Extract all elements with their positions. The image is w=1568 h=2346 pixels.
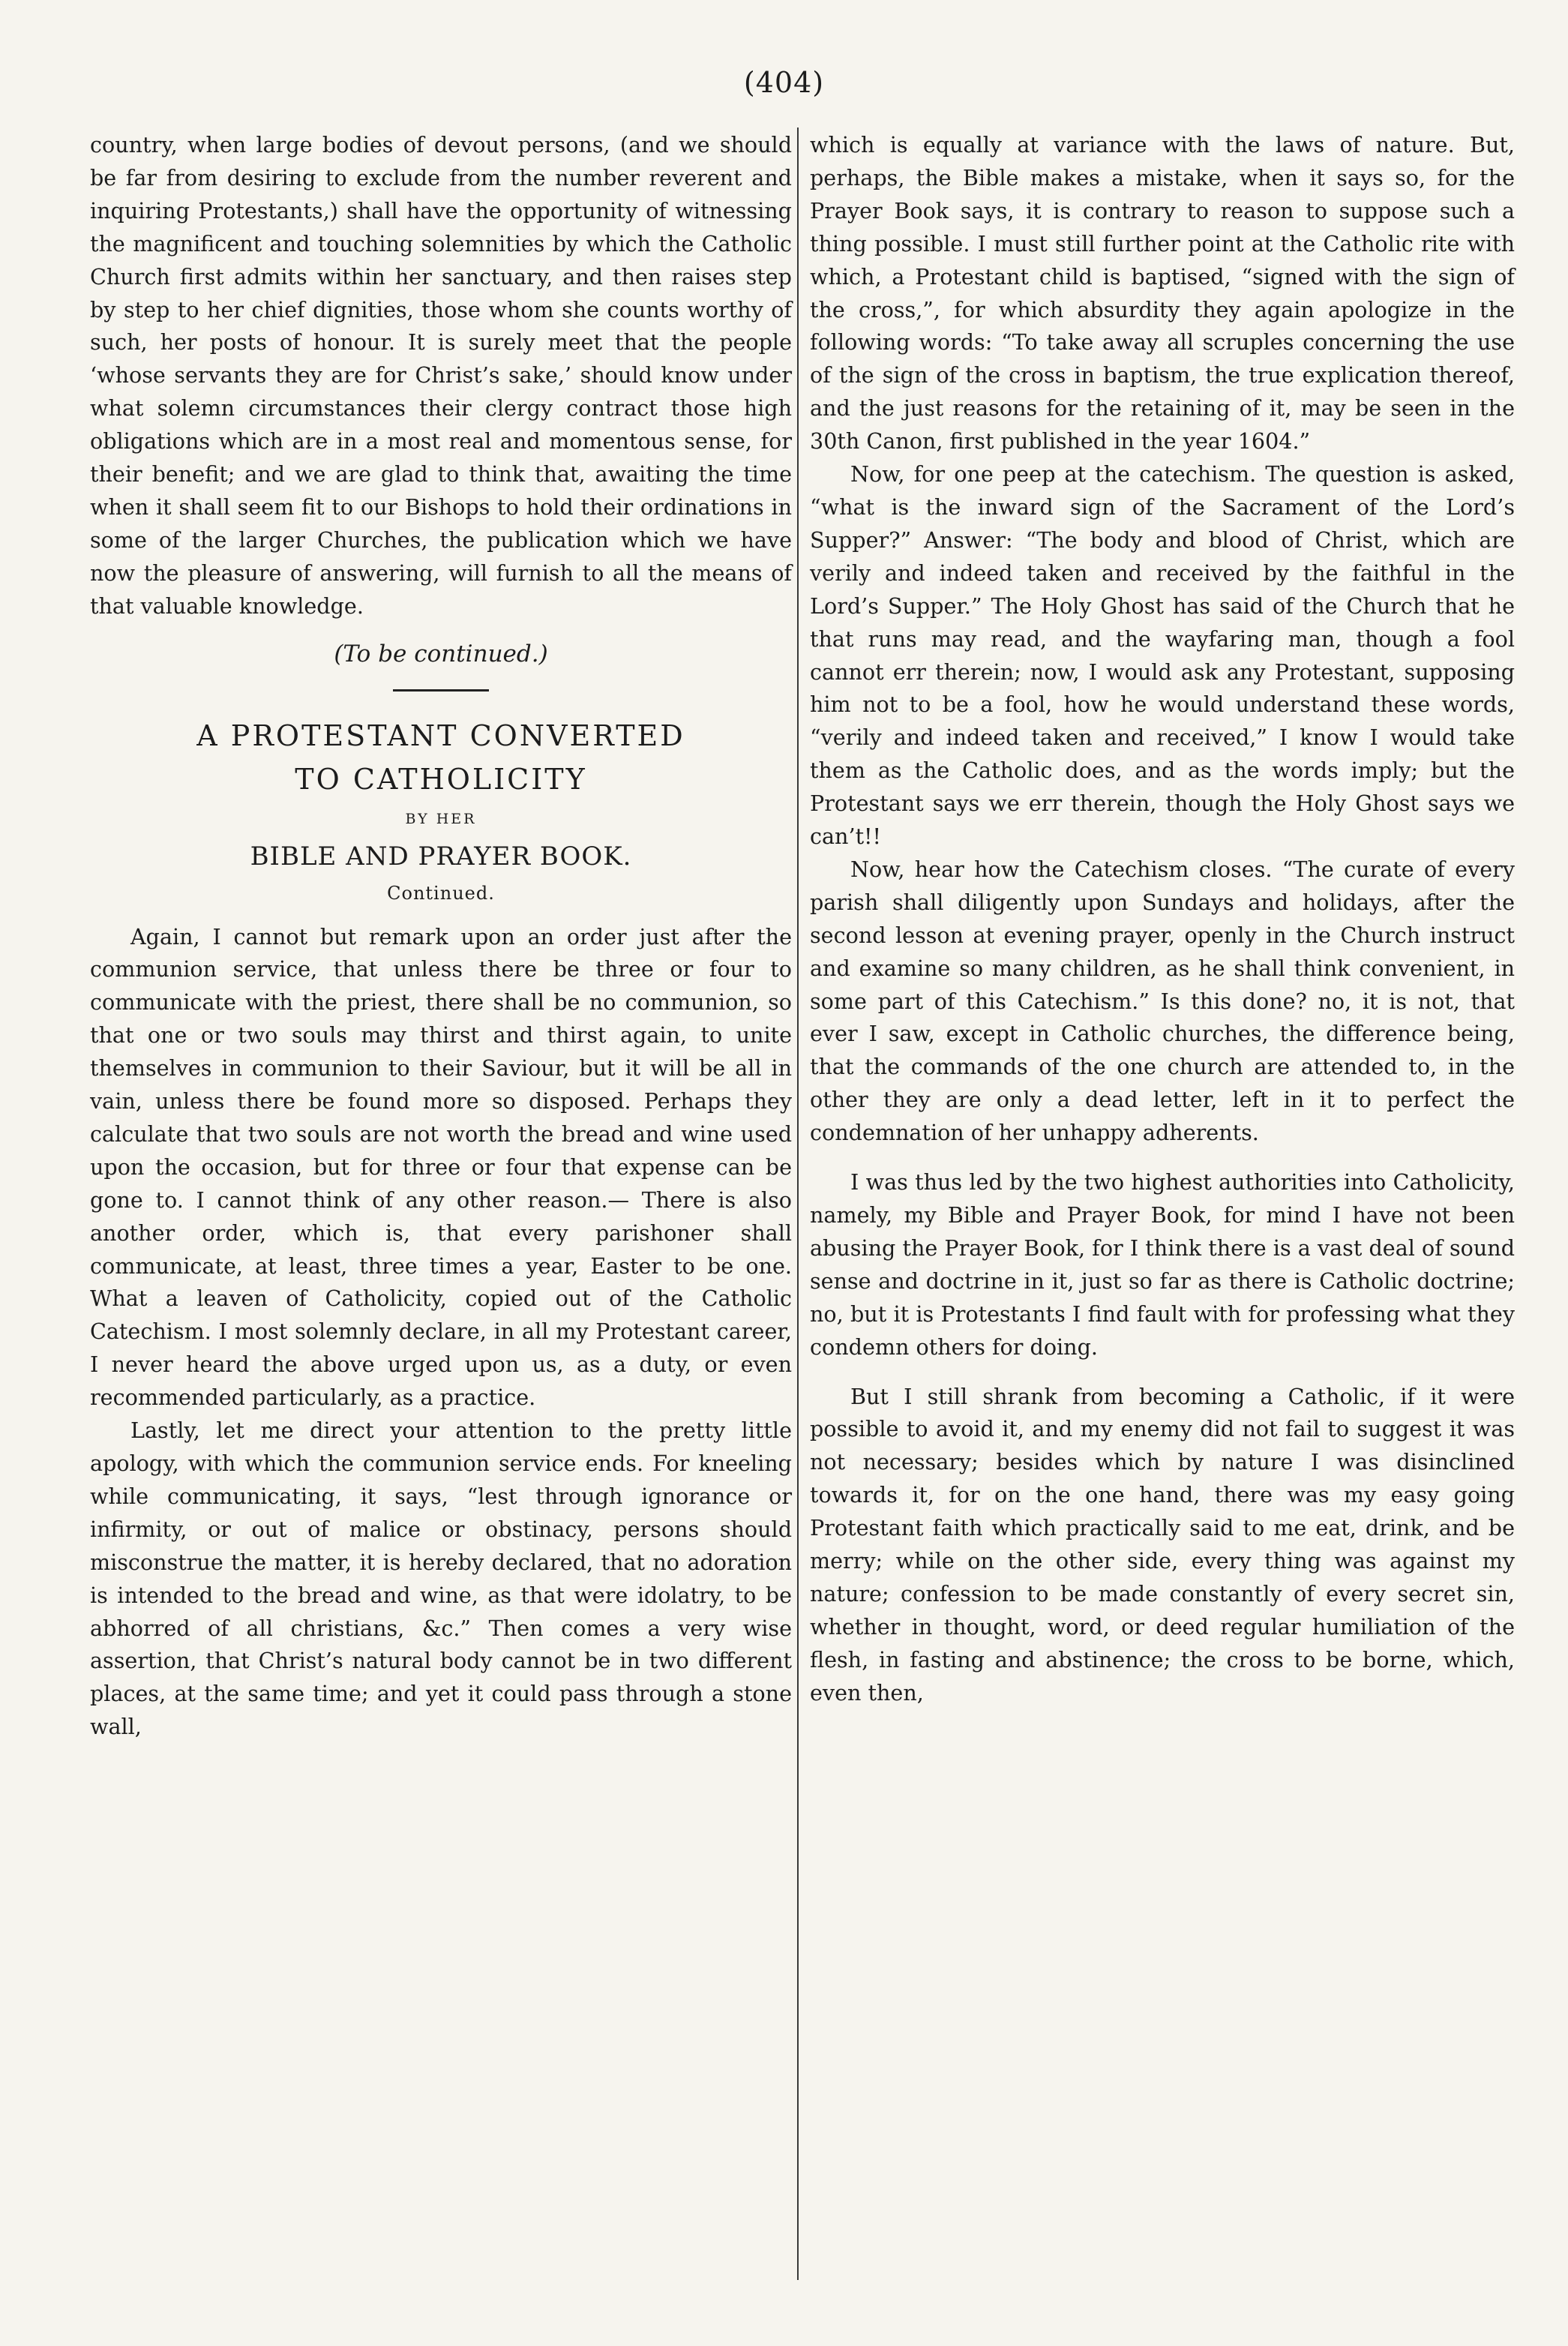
paragraph: I was thus led by the two highest authorities into Catholicity, namely, my Bible and Prayer Book, for mind I have not been abusing the Prayer Book, for I think there is a vast deal of sound sense and doctrine in it, just so far as there is Catholic doctrine; no, but it is Protestants I find fault with for professing what they condemn others for doing. — [810, 1169, 1515, 1360]
left-column — [90, 129, 792, 1744]
article-subtitle: BIBLE AND PRAYER BOOK. — [250, 841, 632, 872]
column-divider — [797, 128, 799, 2280]
paragraph: But I still shrank from becoming a Catholic, if it were possible to avoid it, and my enemy did not fail to suggest it was not necessary; besides which by nature I was disinclined towards it, for on the one hand, there was my easy going Protestant faith which practically said to me eat, drink, and be merry; while on the other side, every thing was against my nature; confession to be made constantly of every secret sin, whether in thought, word, or deed regular humiliation of the flesh, in fasting and abstinence; the cross to be borne, which, even then, — [810, 1383, 1515, 1706]
article-byline: BY HER — [405, 810, 477, 827]
to-be-continued: (To be continued.) — [334, 640, 548, 668]
paragraph: country, when large bodies of devout persons, (and we should be far from desiring to exclude from the number reverent and inquiring Protestants,) shall have the opportunity of witnessing the magnificent and touching solemnities by which the Catholic Church first admits within her sanctuary, and then raises step by step to her chief dignities, those whom she counts worthy of such, her posts of honour. It is surely meet that the people ‘whose servants they are for Christ’s sake,’ should know under what solemn circumstances their clergy contract those high obligations which are in a most real and momentous sense, for their benefit; and we are glad to think that, awaiting the time when it shall seem fit to our Bishops to hold their ordinations in some of the larger Churches, the publication which we have now the pleasure of answering, will furnish to all the means of that valuable knowledge. — [90, 132, 792, 619]
paragraph: Now, for one peep at the catechism. The question is asked, “what is the inward sign of the Sacrament of the Lord’s Supper?” Answer: “The body and blood of Christ, which are verily and indeed taken and received by the faithful in the Lord’s Supper.” The Holy Ghost has said of the Church that he that runs may read, and the wayfaring man, though a fool cannot err therein; now, I would ask any Protestant, supposing him not to be a fool, how he would understand these words, “verily and indeed taken and received,” I know I would take them as the Catholic does, and as the words imply; but the Protestant says we err therein, though the Holy Ghost says we can’t!! — [810, 461, 1515, 850]
paragraph: Again, I cannot but remark upon an order just after the communion service, that unless there be three or four to communicate with the priest, there shall be no communion, so that one or two souls may thirst and thirst again, to unite themselves in communion to their Saviour, but it will be all in vain, unless there be found more so disposed. Perhaps they calculate that two souls are not worth the bread and wine used upon the occasion, but for three or four that expense can be gone to. I cannot think of any other reason.— There is also another order, which is, that every parishoner shall communicate, at least, three times a year, Easter to be one. What a leaven of Catholicity, copied out of the Catholic Catechism. I most solemnly declare, in all my Protestant career, I never heard the above urged upon us, as a duty, or even recommended particularly, as a practice. — [90, 923, 792, 1411]
article-title-line-1: A PROTESTANT CONVERTED — [196, 718, 685, 752]
paragraph: Now, hear how the Catechism closes. “The curate of every parish shall diligently upon Sundays and holidays, after the second lesson at evening prayer, openly in the Church instruct and examine so many children, as he shall think convenient, in some part of this Catechism.” Is this done? no, it is not, that ever I saw, except in Catholic churches, the difference being, that the commands of the one church are attended to, in the other they are only a dead letter, left in it to perfect the condemnation of her unhappy adherents. — [810, 856, 1515, 1146]
paragraph: which is equally at variance with the laws of nature. But, perhaps, the Bible makes a mistake, when it says so, for the Prayer Book says, it is contrary to reason to suppose such a thing possible. I must still further point at the Catholic rite with which, a Protestant child is baptised, “signed with the sign of the cross,”, for which absurdity they again apologize in the following words: “To take away all scruples concerning the use of the sign of the cross in baptism, the true explication thereof, and the just reasons for the retaining of it, may be seen in the 30th Canon, first published in the year 1604.” — [810, 132, 1515, 454]
page-number: (404) — [743, 66, 825, 99]
paragraph: Lastly, let me direct your attention to the pretty little apology, with which the communion service ends. For kneeling while communicating, it says, “lest through ignorance or infirmity, or out of malice or obstinacy, persons should misconstrue the matter, it is hereby declared, that no adoration is intended to the bread and wine, as that were idolatry, to be abhorred of all christians, &c.” Then comes a very wise assertion, that Christ’s natural body cannot be in two different places, at the same time; and yet it could pass through a stone wall, — [90, 1418, 792, 1740]
article-title-line-2: TO CATHOLICITY — [295, 762, 587, 796]
continued-label: Continued. — [387, 882, 495, 904]
section-rule — [393, 689, 489, 692]
right-column — [810, 129, 1515, 1710]
